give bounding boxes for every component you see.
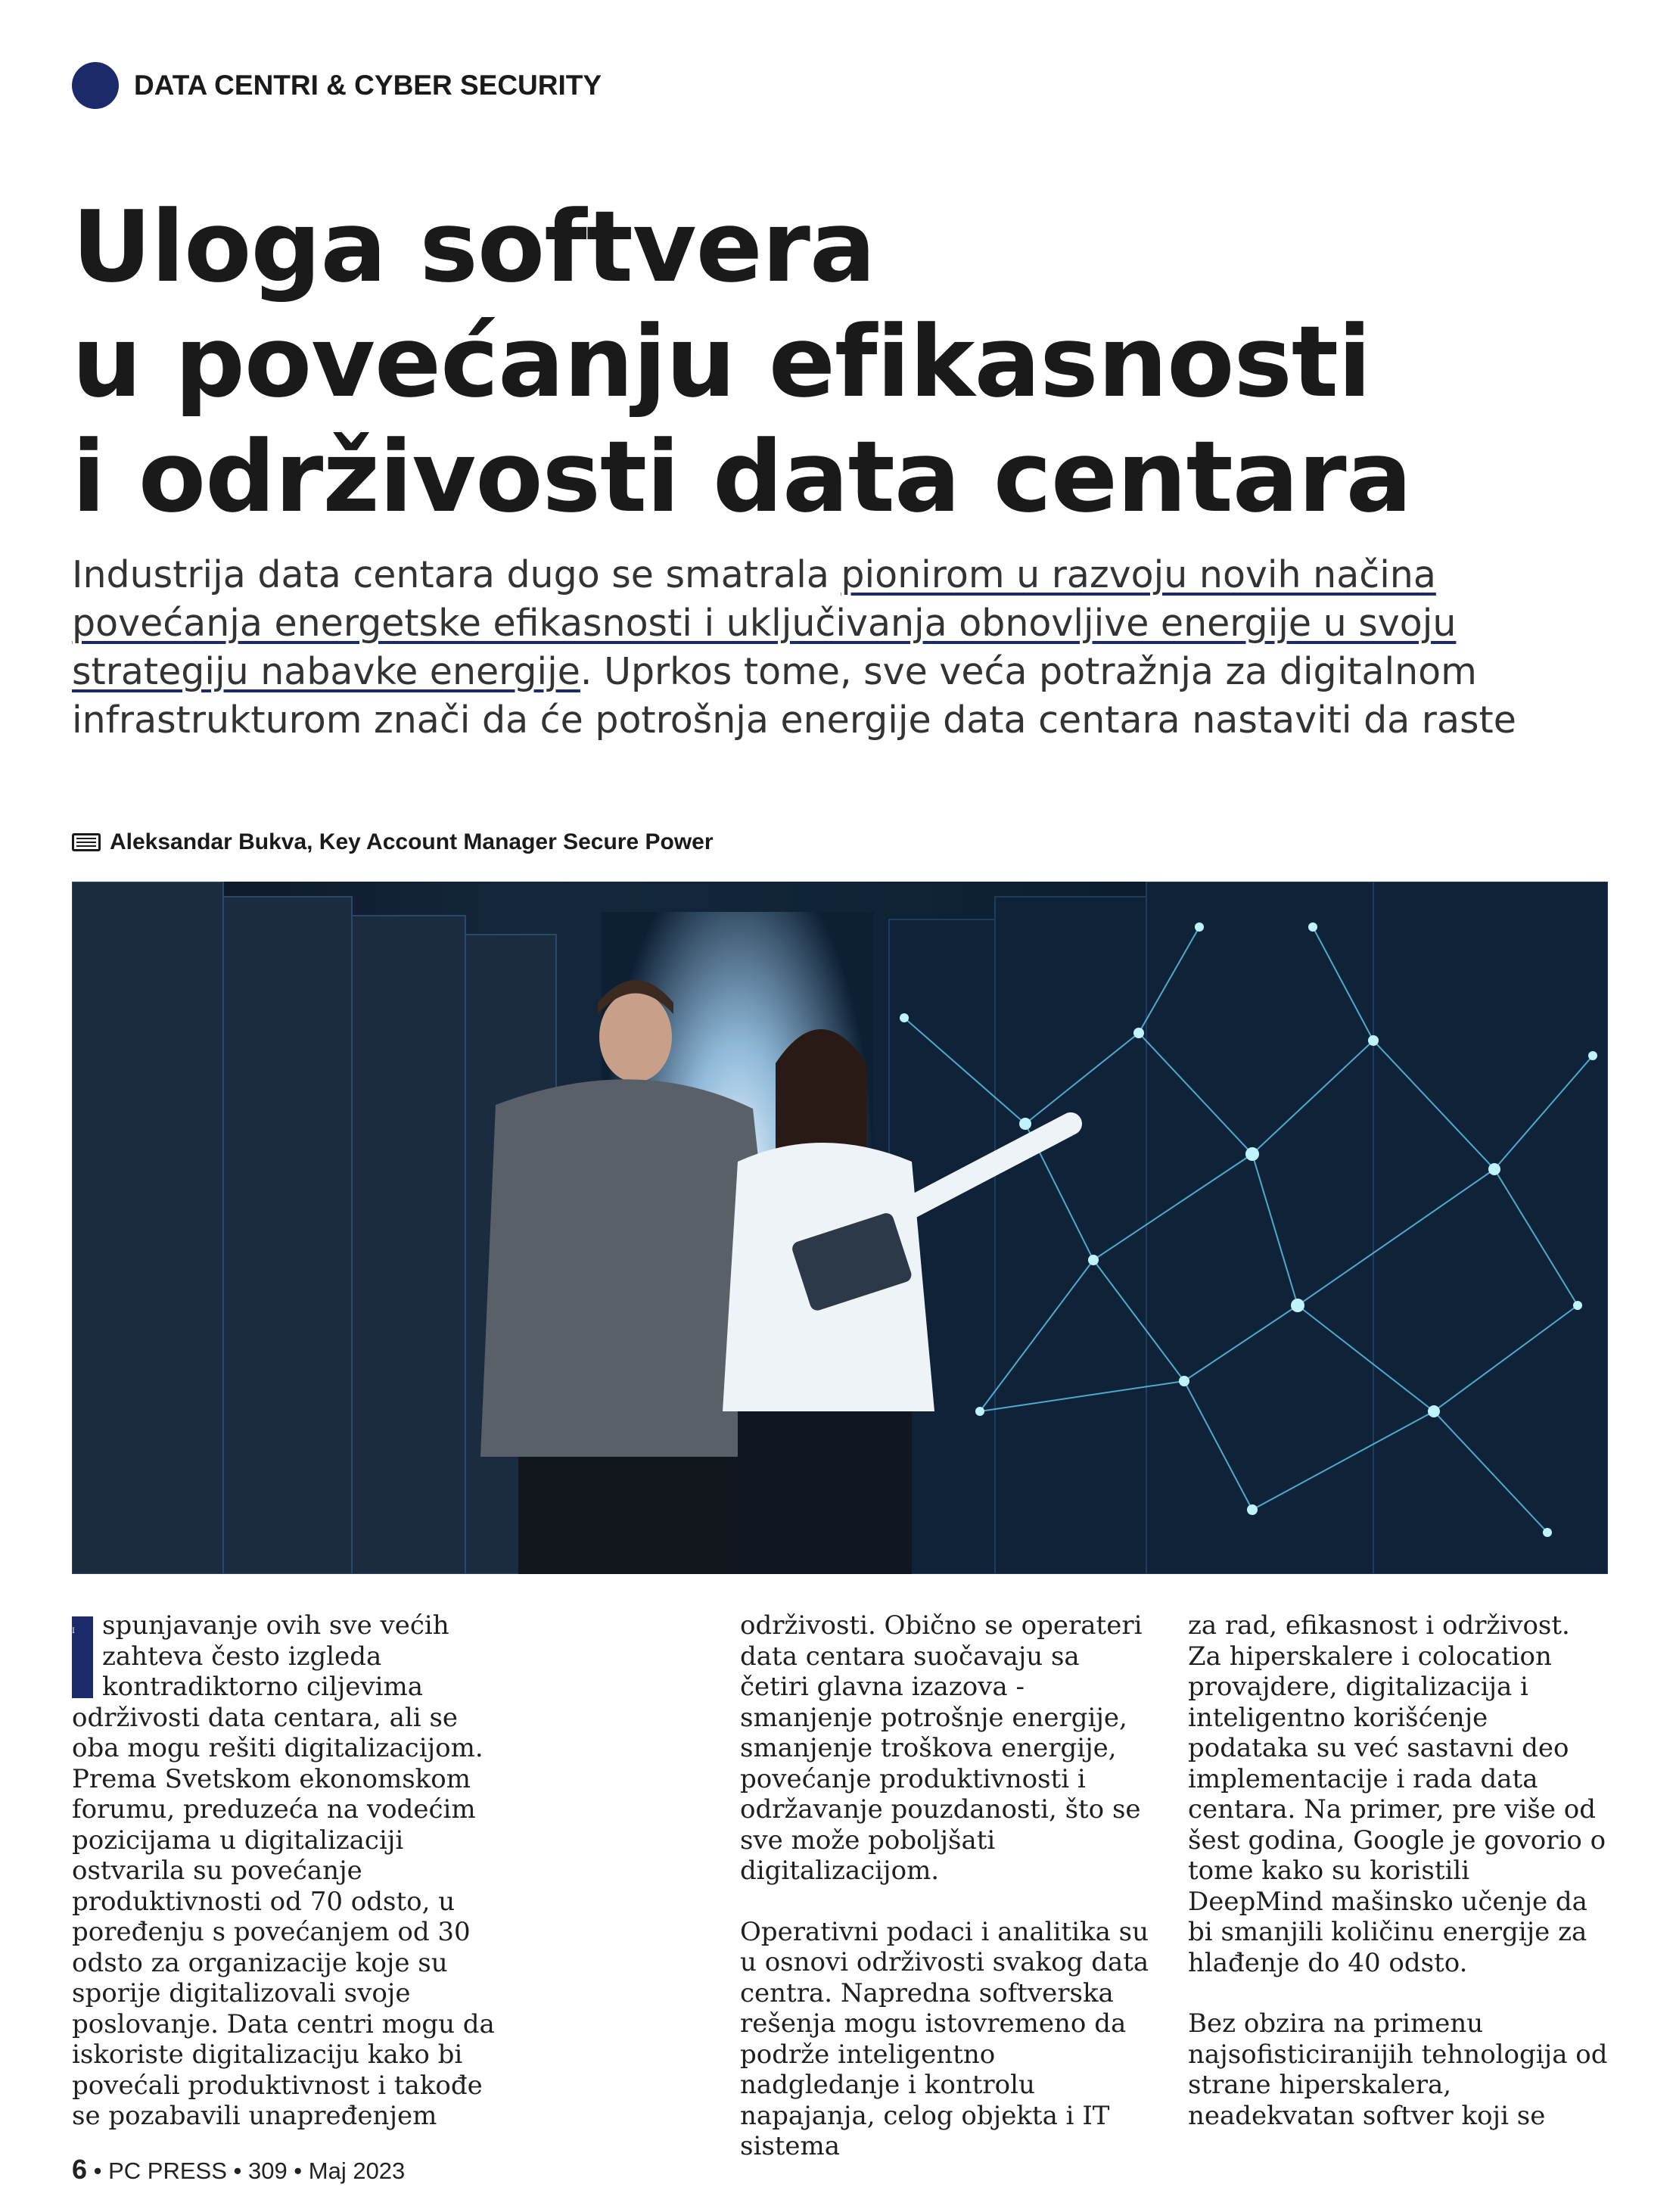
- lead-text-start: Industrija data centara dugo se smatrala: [72, 553, 841, 596]
- title-line-3: i održivosti data centara: [72, 419, 1412, 534]
- lead-text-end: . Uprkos tome, sve veća potražnja za digitalnom infrastrukturom znači da će potrošnja energije data centara nastaviti da raste: [72, 650, 1516, 742]
- section-label: DATA CENTRI & CYBER SECURITY: [134, 70, 602, 101]
- byline: [72, 829, 714, 855]
- col3-paragraph-1: za rad, efikasnost i održivost. Za hiperskalere i colocation provajdere, digitalizacija i inteligentno korišćenje podataka su već sastavni deo implementacije i rada data centara. Na primer, pre više od šest godina, Google je govorio o tome kako su koristili DeepMind mašinsko učenje da bi smanjili količinu energije za hlađenje do 40 odsto.: [1188, 1610, 1606, 1978]
- article-column-3: [1188, 1610, 1608, 2131]
- hero-image: [72, 882, 1608, 1574]
- section-dot-icon: [72, 62, 119, 109]
- page-number: 6: [72, 2154, 88, 2185]
- page-footer: [72, 2154, 405, 2186]
- data-center-photo: [72, 882, 1608, 1574]
- dropcap: I: [72, 1616, 93, 1698]
- keyboard-icon: [72, 833, 101, 851]
- lead-highlight: pionirom u razvoju novih načina povećanja energetske efikasnosti i uključivanja obnovljive energije u svoju strategiju nabavke energije: [72, 553, 1457, 693]
- article-title: [72, 189, 1623, 534]
- col3-paragraph-2: Bez obzira na primenu najsofisticiranijih tehnologija od strane hiperskalera, neadekvatan softver koji se: [1188, 2008, 1608, 2131]
- article-column-2: [740, 1610, 1152, 2162]
- author-name: Aleksandar Bukva, Key Account Manager Secure Power: [110, 829, 714, 854]
- article-column-1: [72, 1610, 503, 2132]
- col2-paragraph-1: održivosti. Obično se operateri data centara suočavaju sa četiri glavna izazova - smanjenje potrošnje energije, smanjenje troškova energije, povećanje produktivnosti i održavanje pouzdanosti, što se sve može poboljšati digitalizacijom.: [740, 1610, 1143, 1886]
- section-tag: [72, 62, 602, 109]
- title-line-2: u povećanju efikasnosti: [72, 304, 1371, 419]
- title-line-1: Uloga softvera: [72, 189, 875, 304]
- article-lead: [72, 551, 1631, 745]
- footer-text: • PC PRESS • 309 • Maj 2023: [87, 2158, 406, 2184]
- col1-paragraph-1: spunjavanje ovih sve većih zahteva često izgleda kontradiktorno ciljevima održivosti data centara, ali se oba mogu rešiti digitalizacijom. Prema Svetskom ekonomskom forumu, preduzeća na vodećim pozicijama u digitalizaciji ostvarila su povećanje produktivnosti od 70 odsto, u poređenju s povećanjem od 30 odsto za organizacije koje su sporije digitalizovali svoje poslovanje. Data centri mogu da iskoriste digitalizaciju kako bi povećali produktivnost i takođe se pozabavili unapređenjem: [72, 1610, 495, 2131]
- col2-paragraph-2: Operativni podaci i analitika su u osnovi održivosti svakog data centra. Napredna softverska rešenja mogu istovremeno da podrže inteligentno nadgledanje i kontrolu napajanja, celog objekta i IT sistema: [740, 1916, 1149, 2161]
